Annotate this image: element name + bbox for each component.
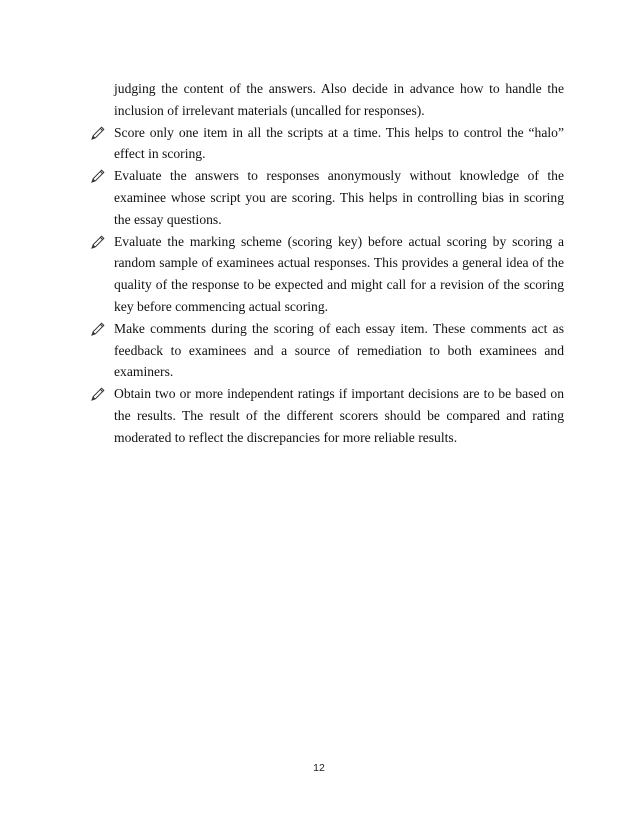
list-item xyxy=(84,383,564,448)
pencil-icon xyxy=(90,168,106,184)
list-item-text: Make comments during the scoring of each essay item. These comments act as feedback to examinees and a source of remediation to both examinees and examiners. xyxy=(114,320,564,380)
pencil-icon xyxy=(90,321,106,337)
page-number: 12 xyxy=(313,762,325,774)
pencil-icon xyxy=(90,125,106,141)
paragraph-text: judging the content of the answers. Also decide in advance how to handle the inclusion of irrelevant materials (uncalled for responses). xyxy=(114,81,564,118)
pencil-icon xyxy=(90,386,106,402)
list-item-text: Evaluate the answers to responses anonymously without knowledge of the examinee whose script you are scoring. This helps in controlling bias in scoring the essay questions. xyxy=(114,168,564,227)
page-content xyxy=(84,78,564,449)
list-item xyxy=(84,122,564,166)
list-item-text: Obtain two or more independent ratings if important decisions are to be based on the results. The result of the different scorers should be compared and rating moderated to reflect the discrepancies for more reliable results. xyxy=(114,386,564,445)
pencil-icon xyxy=(90,234,106,250)
list-item-text: Evaluate the marking scheme (scoring key) before actual scoring by scoring a random sample of examinees actual responses. This provides a general idea of the quality of the response to be expected and might call for a revision of the scoring key before commencing actual scoring. xyxy=(114,233,564,314)
list-item xyxy=(84,318,564,383)
continuation-paragraph xyxy=(84,78,564,122)
list-item-text: Score only one item in all the scripts at a time. This helps to control the “halo” effect in scoring. xyxy=(114,124,564,162)
list-item xyxy=(84,231,564,318)
list-item xyxy=(84,165,564,230)
